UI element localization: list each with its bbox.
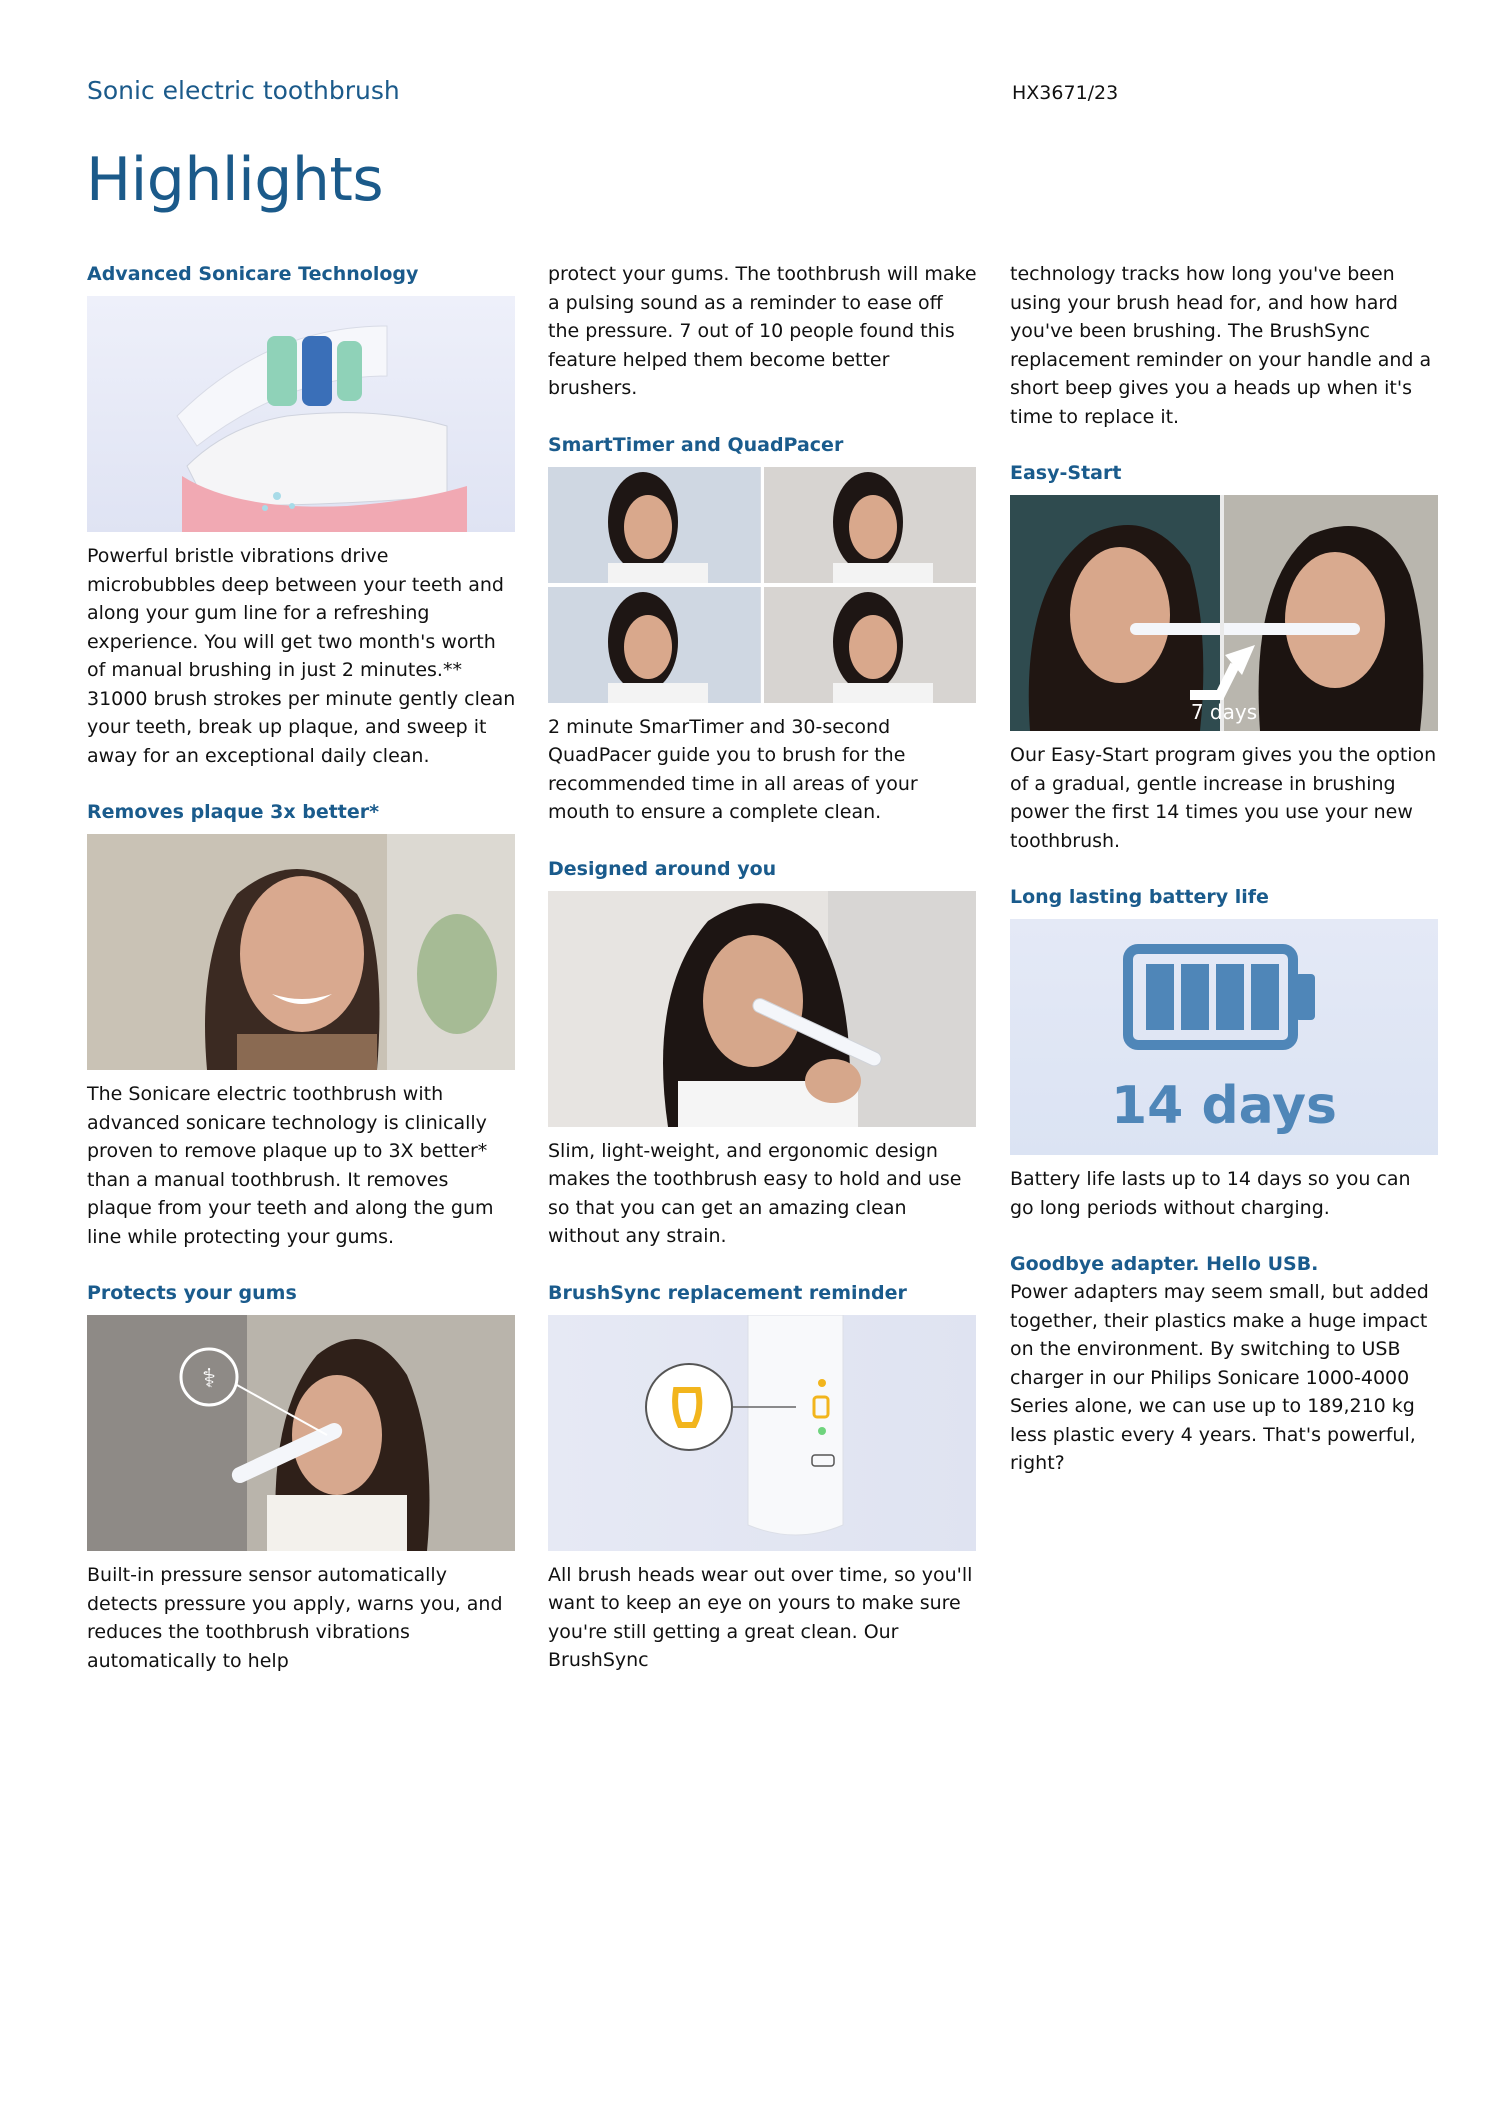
svg-text:⚕: ⚕ <box>201 1364 217 1394</box>
pressure-sensor-image <box>87 1315 515 1551</box>
ergonomic-design-image <box>548 891 976 1127</box>
quadpacer-image <box>548 467 976 703</box>
section-title-brushsync: BrushSync replacement reminder <box>548 1281 907 1304</box>
section-body-usb: Power adapters may seem small, but added together, their plastics make a huge impact on the environment. By switching to USB charger in our Philips Sonicare 1000-4000 Series alone, we can use up to 189,210 kg less plastic every 4 years. That's powerful, right? <box>1010 1281 1429 1474</box>
easystart-image-label: 7 days <box>1190 700 1258 724</box>
column-2 <box>548 260 978 1675</box>
section-title-gums: Protects your gums <box>87 1282 297 1304</box>
section-body-gums: Built-in pressure sensor automatically detects pressure you apply, warns you, and reduces the toothbrush vibrations automatically to help <box>87 1564 503 1672</box>
section-body-easystart: Our Easy-Start program gives you the option of a gradual, gentle increase in brushing power the first 14 times you use your new toothbrush. <box>1010 744 1437 852</box>
section-title-usb: Goodbye adapter. Hello USB. <box>1010 1253 1319 1275</box>
smiling-woman-image <box>87 834 515 1070</box>
page-title: Highlights <box>86 145 384 215</box>
section-body-gums-continued: protect your gums. The toothbrush will make a pulsing sound as a reminder to ease off the pressure. 7 out of 10 people found this feature helped them become better brushers. <box>548 263 977 399</box>
brush-head-image <box>87 296 515 532</box>
section-body-plaque: The Sonicare electric toothbrush with advanced sonicare technology is clinically proven to remove plaque up to 3X better* than a manual toothbrush. It removes plaque from your teeth and along the gum line while protecting your gums. <box>87 1083 494 1248</box>
section-title-plaque: Removes plaque 3x better* <box>87 801 380 823</box>
section-body-brushsync: All brush heads wear out over time, so you'll want to keep an eye on yours to make sure you're still getting a great clean. Our BrushSync <box>548 1563 973 1671</box>
brushsync-handle-image <box>548 1315 976 1551</box>
column-1 <box>87 260 517 1675</box>
column-3 <box>1010 260 1440 1478</box>
section-body-brushsync-continued: technology tracks how long you've been using your brush head for, and how hard you've been brushing. The BrushSync replacement reminder on your handle and a short beep gives you a heads up when it's time to replace it. <box>1010 263 1432 428</box>
section-title-advanced: Advanced Sonicare Technology <box>87 263 419 285</box>
section-title-battery: Long lasting battery life <box>1010 886 1269 908</box>
section-body-designed: Slim, light-weight, and ergonomic design makes the toothbrush easy to hold and use so that you can get an amazing clean without any strain. <box>548 1139 962 1247</box>
battery-image <box>1010 919 1438 1155</box>
model-number: HX3671/23 <box>1012 82 1119 104</box>
section-body-battery: Battery life lasts up to 14 days so you can go long periods without charging. <box>1010 1168 1411 1219</box>
section-title-easystart: Easy-Start <box>1010 462 1122 484</box>
section-body-advanced: Powerful bristle vibrations drive microbubbles deep between your teeth and along your gum line for a refreshing experience. You will get two month's worth of manual brushing in just 2 minutes.** 31000 brush strokes per minute gently clean your teeth, break up plaque, and sweep it away for an exceptional daily clean. <box>87 545 516 767</box>
product-line: Sonic electric toothbrush <box>87 76 400 105</box>
section-body-smarttimer: 2 minute SmarTimer and 30-second QuadPacer guide you to brush for the recommended time in all areas of your mouth to ensure a complete clean. <box>548 715 918 823</box>
easystart-image <box>1010 495 1438 731</box>
section-title-smarttimer: SmartTimer and QuadPacer <box>548 433 844 456</box>
section-title-designed: Designed around you <box>548 857 777 880</box>
battery-days-label: 14 days <box>1110 1076 1338 1136</box>
